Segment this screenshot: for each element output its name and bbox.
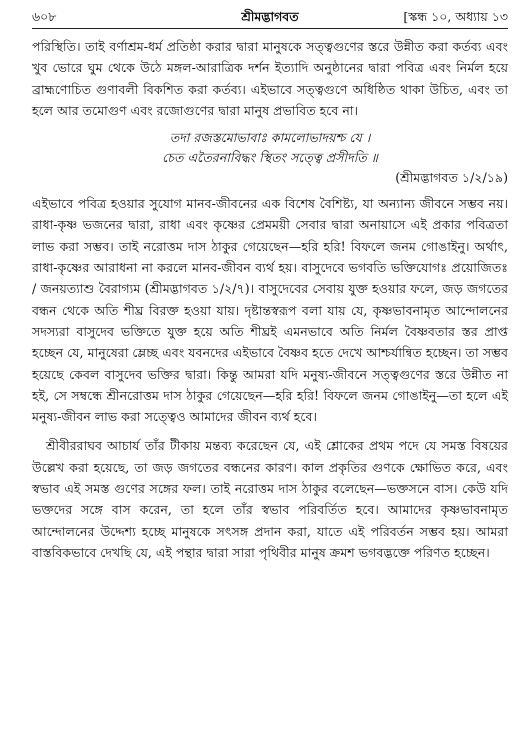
page-number: ৬০৮: [32, 9, 57, 24]
header-rule: [32, 28, 508, 29]
page-header: [32, 6, 508, 28]
purport-paragraph-3: শ্রীবীররাঘব আচার্য তাঁর টীকায় মন্তব্য করেছেন যে, এই শ্লোকের প্রথম পদে যে সমস্ত বিষয়ের উল্লেখ করা হয়েছে, তা জড় জগতের বন্ধনের কারণ। কাল প্রকৃতির গুণকে ক্ষোভিত করে, এবং স্বভাব এই সমস্ত গুণের সঙ্গের ফল। তাই নরোত্তম দাস ঠাকুর বলেছেন—ভক্তসনে বাস। কেউ যদি ভক্তদের সঙ্গে বাস করেন, তা হলে তাঁর স্বভাব পরিবর্তিত হবে। আমাদের কৃষ্ণভাবনামৃত আন্দোলনের উদ্দেশ্য হচ্ছে মানুষকে সৎসঙ্গ প্রদান করা, যাতে এই পরিবর্তন সম্ভব হয়। আমরা বাস্তবিকভাবে দেখছি যে, এই পন্থার দ্বারা সারা পৃথিবীর মানুষ ক্রমশ ভগবদ্ভক্তে পরিণত হচ্ছেন।: [32, 438, 508, 560]
canto-chapter-label: [স্কন্ধ ১০, অধ্যায় ১৩: [403, 9, 508, 24]
book-page: [32, 6, 508, 560]
page-body: [32, 36, 508, 563]
purport-paragraph-1: পরিস্থিতি। তাই বর্ণাশ্রম-ধর্ম প্রতিষ্ঠা করার দ্বারা মানুষকে সত্ত্বগুণের স্তরে উন্নীত করা কর্তব্য এবং খুব ভোরে ঘুম থেকে উঠে মঙ্গল-আরাত্রিক দর্শন ইত্যাদি অনুষ্ঠানের দ্বারা পবিত্র এবং নির্মল হয়ে ব্রাহ্মণোচিত গুণাবলী বিকশিত করা কর্তব্য। এইভাবে সত্ত্বগুণে অধিষ্ঠিত থাকা উচিত, এবং তা হলে আর তমোগুণ এবং রজোগুণের দ্বারা মানুষ প্রভাবিত হবে না।: [32, 39, 508, 118]
verse-line-1: তদা রজস্তমোভাবাঃ কামলোভাদয়শ্চ যে ।: [169, 130, 371, 146]
verse-reference: (শ্রীমদ্ভাগবত ১/২/১৯): [395, 170, 508, 186]
book-title: শ্রীমদ্ভাগবত: [241, 9, 299, 24]
purport-paragraph-2: এইভাবে পবিত্র হওয়ার সুযোগ মানব-জীবনের এক বিশেষ বৈশিষ্ট্য, যা অন্যান্য জীবনে সম্ভব নয়। রাধা-কৃষ্ণ ভজনের দ্বারা, রাধা এবং কৃষ্ণের প্রেমময়ী সেবার দ্বারা অনায়াসে এই প্রকার পবিত্রতা লাভ করা সম্ভব। তাই নরোত্তম দাস ঠাকুর গেয়েছেন—হরি হরি! বিফলে জনম গোঙাইনু। অর্থাৎ, রাধা-কৃষ্ণের আরাধনা না করলে মানব-জীবন ব্যর্থ হয়। বাসুদেবে ভগবতি ভক্তিযোগঃ প্রয়োজিতঃ / জনয়ত্যাশু বৈরাগ্যম (শ্রীমদ্ভাগবত ১/২/৭)। বাসুদেবের সেবায় যুক্ত হওয়ার ফলে, জড় জগতের বন্ধন থেকে অতি শীঘ্র বিরক্ত হওয়া যায়। দৃষ্টান্তস্বরূপ বলা যায় যে, কৃষ্ণভাবনামৃত আন্দোলনের সদস্যরা বাসুদেব ভক্তিতে যুক্ত হয়ে অতি শীঘ্রই এমনভাবে অতি নির্মল বৈষ্ণবতার স্তর প্রাপ্ত হচ্ছেন যে, মানুষেরা ম্লেচ্ছ এবং যবনদের এইভাবে বৈষ্ণব হতে দেখে আশ্চর্যান্বিত হচ্ছেন। তা সম্ভব হয়েছে কেবল বাসুদেব ভক্তির দ্বারা। কিন্তু আমরা যদি মনুষ্য-জীবনে সত্ত্বগুণের স্তরে উন্নীত না হই, সে সম্বন্ধে শ্রীনরোত্তম দাস ঠাকুর গেয়েছেন—হরি হরি! বিফলে জনম গোঙাইনু—তা হলে এই মনুষ্য-জীবন লাভ করা সত্ত্বেও আমাদের জীবন ব্যর্থ হবে।: [32, 196, 508, 425]
verse-line-2: চেত এতৈরনাবিদ্ধং স্থিতং সত্ত্বে প্রসীদতি ॥: [162, 150, 378, 166]
